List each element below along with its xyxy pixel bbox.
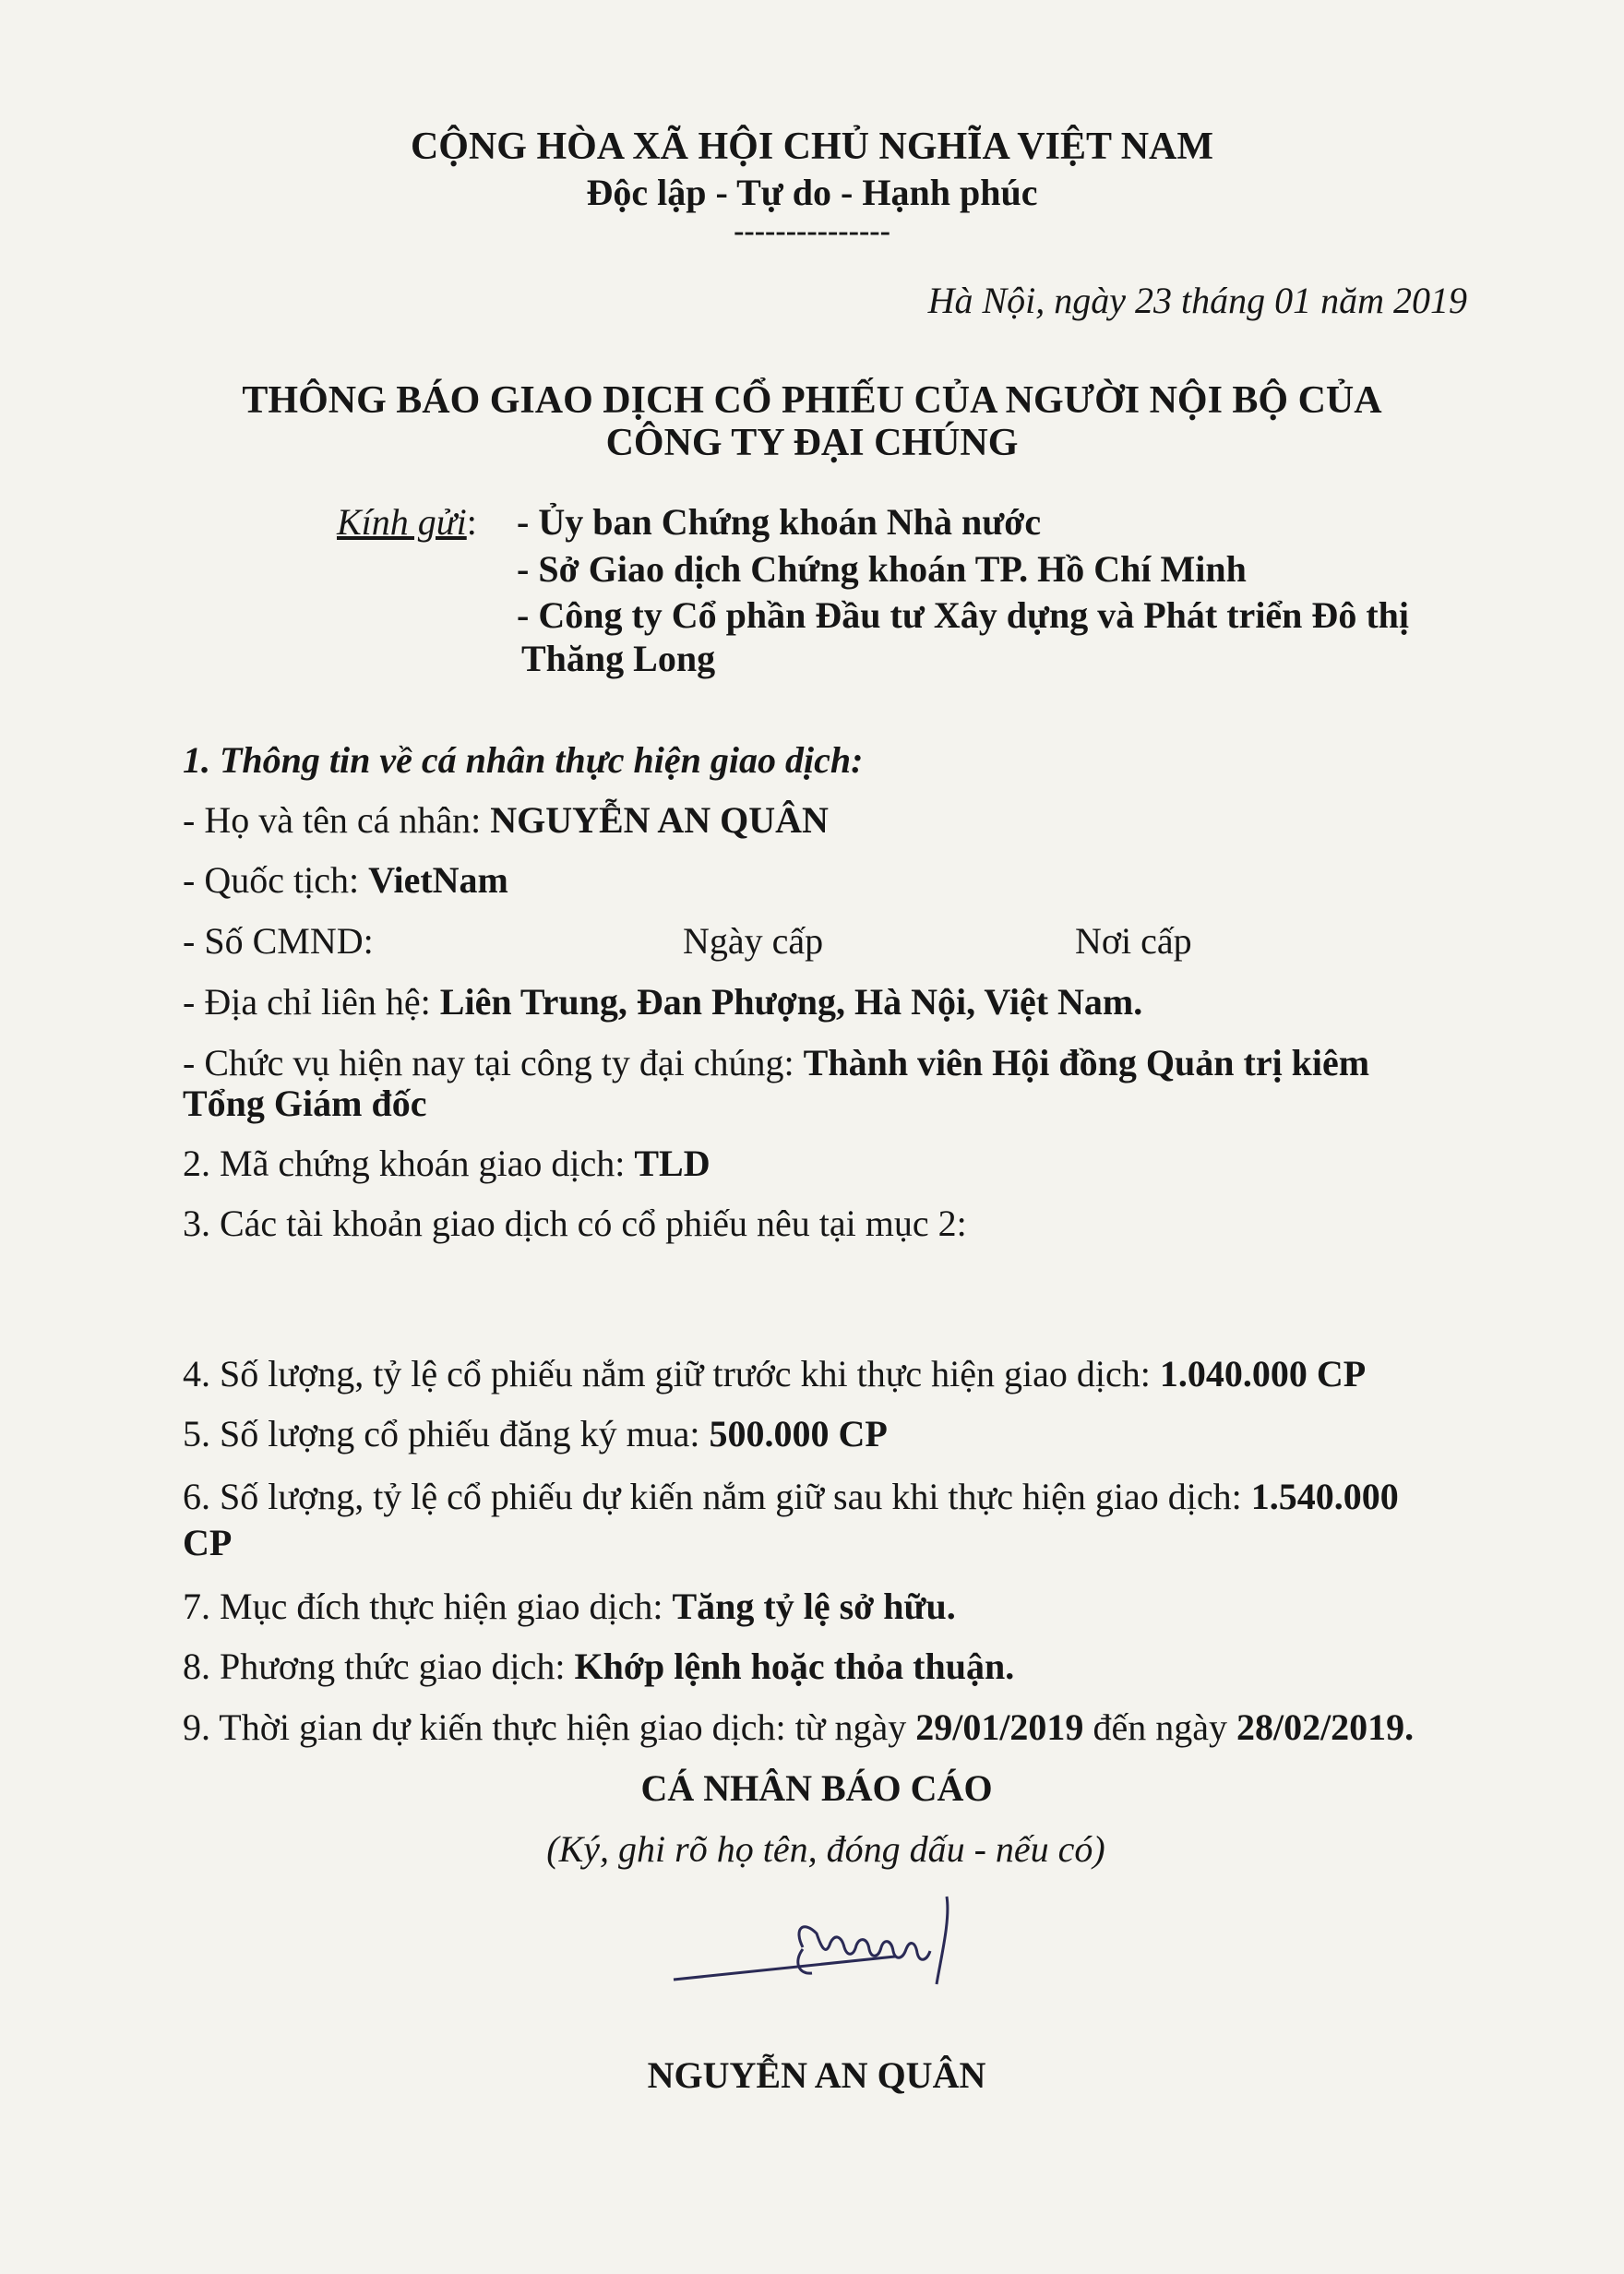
- nationality-row: - Quốc tịch: VietNam: [183, 859, 508, 901]
- item-5-row: 5. Số lượng cổ phiếu đăng ký mua: 500.000 CP: [183, 1413, 888, 1454]
- recipient-item: - Công ty Cổ phần Đầu tư Xây dựng và Phát triển Đô thị: [517, 594, 1409, 636]
- item-3-row: 3. Các tài khoản giao dịch có cổ phiếu nêu tại mục 2:: [183, 1203, 967, 1244]
- signature-title: CÁ NHÂN BÁO CÁO: [640, 1767, 993, 1809]
- item-6-row-cont: CP: [183, 1522, 233, 1563]
- signer-name: NGUYỄN AN QUÂN: [647, 2054, 986, 2096]
- id-label: - Số CMND:: [183, 920, 374, 962]
- item-2-row: 2. Mã chứng khoán giao dịch: TLD: [183, 1143, 710, 1184]
- recipient-item: - Sở Giao dịch Chứng khoán TP. Hồ Chí Minh: [517, 548, 1247, 590]
- handwritten-signature: [664, 1892, 978, 2012]
- item-8-row: 8. Phương thức giao dịch: Khớp lệnh hoặc thỏa thuận.: [183, 1646, 1015, 1687]
- item-4-row: 4. Số lượng, tỷ lệ cổ phiếu nắm giữ trước khi thực hiện giao dịch: 1.040.000 CP: [183, 1353, 1367, 1394]
- national-motto: Độc lập - Tự do - Hạnh phúc: [586, 172, 1038, 213]
- document-title-line2: CÔNG TY ĐẠI CHÚNG: [605, 422, 1019, 464]
- recipient-item: - Ủy ban Chứng khoán Nhà nước: [517, 501, 1042, 543]
- name-row: - Họ và tên cá nhân: NGUYỄN AN QUÂN: [183, 799, 829, 841]
- signature-note: (Ký, ghi rõ họ tên, đóng dấu - nếu có): [546, 1828, 1105, 1870]
- issue-place-label: Nơi cấp: [1075, 920, 1192, 962]
- recipient-item: Thăng Long: [521, 638, 716, 679]
- country-name: CỘNG HÒA XÃ HỘI CHỦ NGHĨA VIỆT NAM: [410, 126, 1214, 168]
- section1-heading: 1. Thông tin về cá nhân thực hiện giao dịch:: [183, 739, 864, 781]
- header-divider: ---------------: [734, 214, 890, 248]
- position-row-cont: Tổng Giám đốc: [183, 1083, 427, 1124]
- document-title-line1: THÔNG BÁO GIAO DỊCH CỔ PHIẾU CỦA NGƯỜI NỘI BỘ CỦA: [242, 379, 1382, 422]
- position-row: - Chức vụ hiện nay tại công ty đại chúng: Thành viên Hội đồng Quản trị kiêm: [183, 1042, 1370, 1083]
- issue-date-label: Ngày cấp: [683, 920, 824, 962]
- item-6-row: 6. Số lượng, tỷ lệ cổ phiếu dự kiến nắm giữ sau khi thực hiện giao dịch: 1.540.000: [183, 1476, 1399, 1517]
- date-line: Hà Nội, ngày 23 tháng 01 năm 2019: [927, 280, 1467, 321]
- recipients-label: Kính gửi:: [337, 501, 477, 543]
- item-9-row: 9. Thời gian dự kiến thực hiện giao dịch: từ ngày 29/01/2019 đến ngày 28/02/2019.: [183, 1706, 1415, 1748]
- item-7-row: 7. Mục đích thực hiện giao dịch: Tăng tỷ lệ sở hữu.: [183, 1586, 956, 1627]
- address-row: - Địa chỉ liên hệ: Liên Trung, Đan Phượng, Hà Nội, Việt Nam.: [183, 981, 1143, 1023]
